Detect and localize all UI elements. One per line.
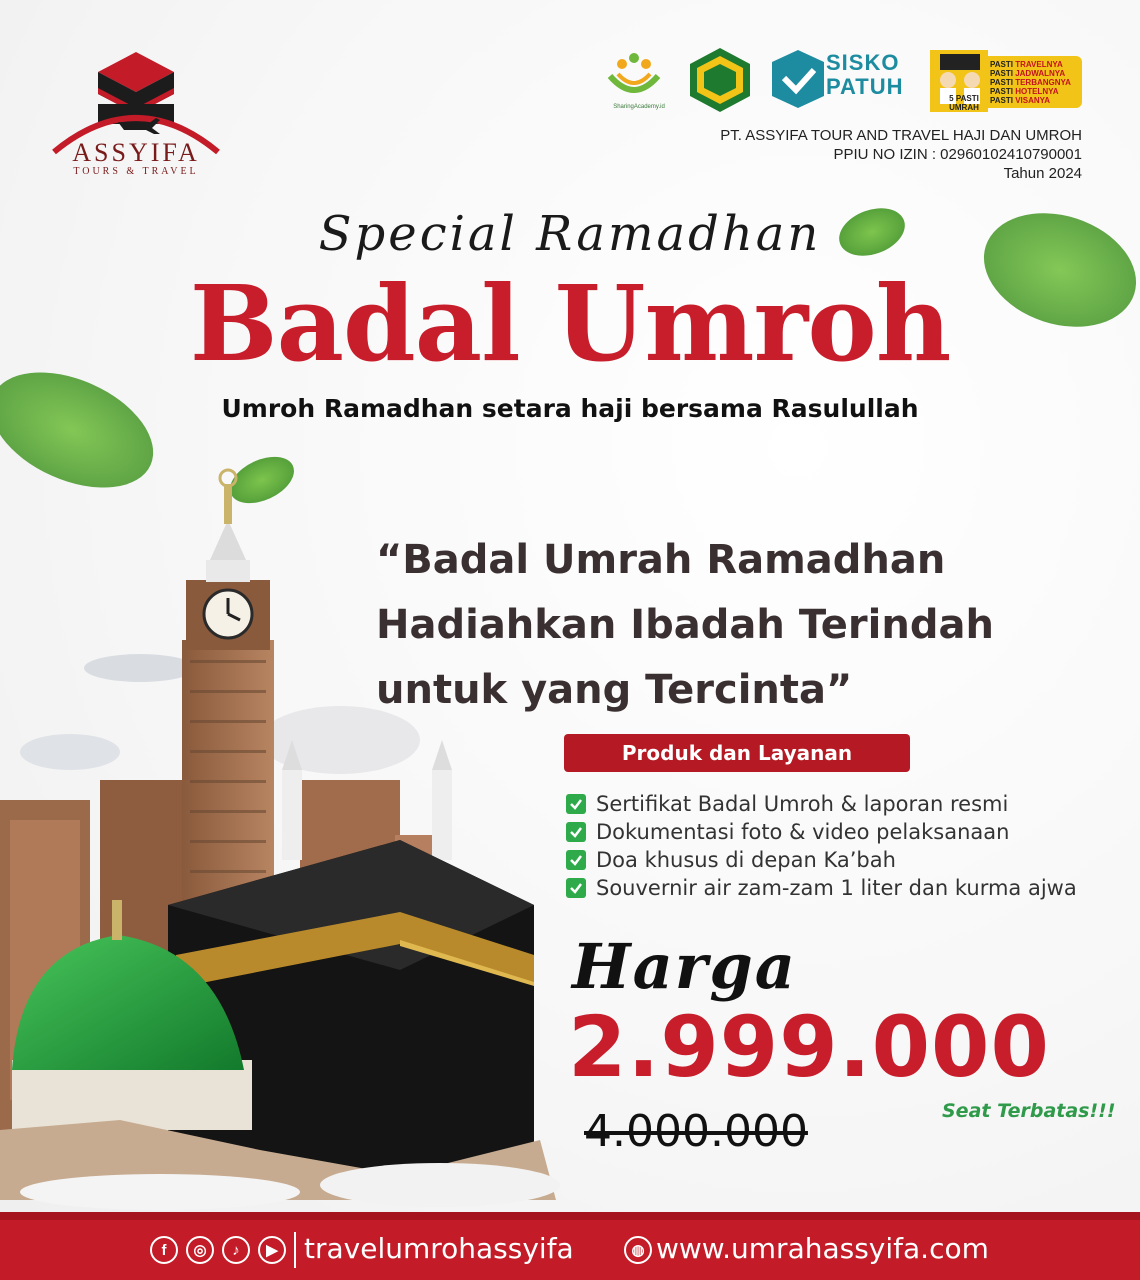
patuh-label: PATUH [826,74,904,99]
youtube-icon[interactable]: ▶ [258,1236,286,1264]
company-info [720,126,1082,183]
sisko-patuh-logo [772,50,824,108]
list-item [566,818,1126,846]
sisko-label: SISKO [826,50,900,75]
product-badge: Produk dan Layanan [564,734,910,772]
list-item [566,874,1126,902]
old-price: 4.000.000 [584,1106,808,1157]
brand-name: ASSYIFA [72,138,200,167]
check-icon [566,878,586,898]
brand-tagline: TOURS & TRAVEL [73,166,199,177]
website-link[interactable]: www.umrahassyifa.com [656,1232,989,1265]
quote-line: Hadiahkan Ibadah Terindah [376,602,994,648]
pasti-item: PASTI JADWALNYA [990,69,1066,78]
pasti-item: PASTI TRAVELNYA [990,60,1063,69]
list-item [566,846,1126,874]
price: 2.999.000 [568,998,1050,1096]
pasti-item: PASTI VISANYA [990,96,1051,105]
company-license: PPIU NO IZIN : 02960102410790001 [833,146,1082,163]
check-icon [566,850,586,870]
facebook-icon[interactable]: f [150,1236,178,1264]
feature-text: Sertifikat Badal Umroh & laporan resmi [596,792,1009,816]
price-label: Harga [572,930,797,1003]
quote [376,528,1116,723]
feature-text: Dokumentasi foto & video pelaksanaan [596,820,1010,844]
company-name: PT. ASSYIFA TOUR AND TRAVEL HAJI DAN UMROH [720,127,1082,144]
check-icon [566,822,586,842]
footer-stripe [0,1212,1140,1220]
list-item [566,790,1126,818]
globe-icon: ◍ [624,1236,652,1264]
tiktok-icon[interactable]: ♪ [222,1236,250,1264]
check-icon [566,794,586,814]
main-title: Badal Umroh [189,262,951,385]
feature-text: Souvernir air zam-zam 1 liter dan kurma ajwa [596,876,1077,900]
pasti-item: PASTI HOTELNYA [990,87,1059,96]
sharing-academy-logo [610,53,658,90]
special-title: Special Ramadhan [318,206,822,262]
pasti-badge-label: 5 PASTI UMRAH [949,94,979,112]
quote-line: untuk yang Tercinta” [376,667,853,713]
feature-list [566,790,1126,902]
social-handle[interactable]: travelumrohassyifa [304,1232,574,1265]
feature-text: Doa khusus di depan Ka’bah [596,848,896,872]
footer-separator [294,1232,296,1268]
pasti-item: PASTI TERBANGNYA [990,78,1071,87]
quote-line: “Badal Umrah Ramadhan [376,537,946,583]
kemenag-logo [690,48,750,112]
instagram-icon[interactable]: ◎ [186,1236,214,1264]
subtitle: Umroh Ramadhan setara haji bersama Rasulullah [221,394,919,423]
seat-note: Seat Terbatas!!! [942,1100,1116,1122]
company-year: Tahun 2024 [1003,165,1082,182]
sharing-academy-label: SharingAcademy.id [613,104,665,110]
